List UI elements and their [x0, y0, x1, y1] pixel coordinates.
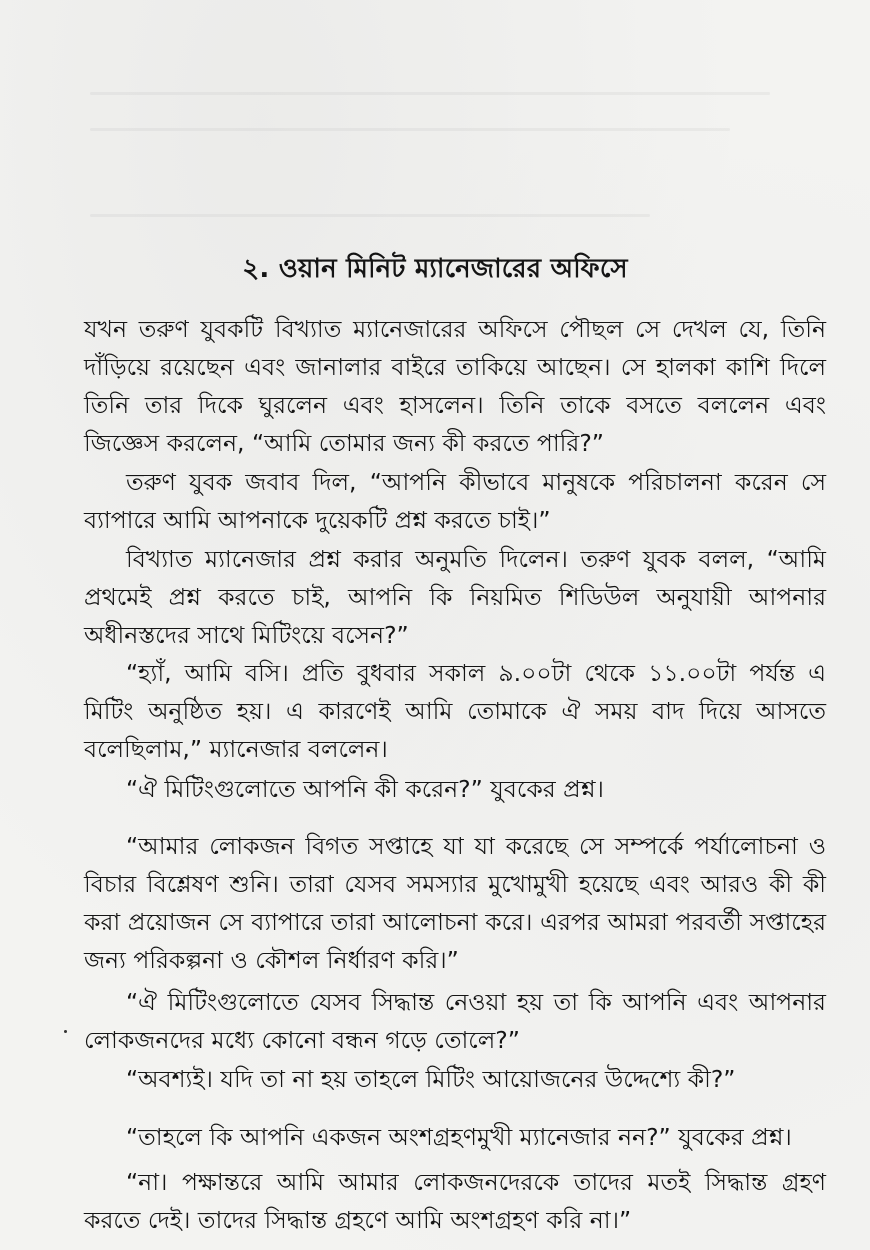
paragraph-3: বিখ্যাত ম্যানেজার প্রশ্ন করার অনুমতি দিলেন। তরুণ যুবক বলল, “আমি প্রথমেই প্রশ্ন করতে চাই, আপনি কি নিয়মিত শিডিউল অনুযায়ী আপনার অধীনস্তদের সাথে মিটিংয়ে বসেন?”	[84, 545, 826, 649]
show-through-text	[90, 214, 650, 217]
paragraph-7: “ঐ মিটিংগুলোতে যেসব সিদ্ধান্ত নেওয়া হয় তা কি আপনি এবং আপনার লোকজনদের মধ্যে কোনো বন্ধন গড়ে তোলে?”	[84, 988, 826, 1054]
chapter-title: ২. ওয়ান মিনিট ম্যানেজারের অফিসে	[242, 254, 628, 284]
paragraph-1: যখন তরুণ যুবকটি বিখ্যাত ম্যানেজারের অফিসে পৌছল সে দেখল যে, তিনি দাঁড়িয়ে রয়েছেন এবং জানালার বাইরে তাকিয়ে আছেন। সে হালকা কাশি দিলে তিনি তার দিকে ঘুরলেন এবং হাসলেন। তিনি তাকে বসতে বললেন এবং জিজ্ঞেস করলেন, “আমি তোমার জন্য কী করতে পারি?”	[84, 315, 826, 457]
paragraph-10: “না। পক্ষান্তরে আমি আমার লোকজনদেরকে তাদের মতই সিদ্ধান্ত গ্রহণ করতে দেই। তাদের সিদ্ধান্ত গ্রহণে আমি অংশগ্রহণ করি না।”	[84, 1168, 826, 1234]
paragraph-5: “ঐ মিটিংগুলোতে আপনি কী করেন?” যুবকের প্রশ্ন।	[126, 775, 604, 803]
paragraph-2: তরুণ যুবক জবাব দিল, “আপনি কীভাবে মানুষকে পরিচালনা করেন সে ব্যাপারে আমি আপনাকে দুয়েকটি প্রশ্ন করতে চাই।”	[84, 468, 826, 534]
paragraph-4: “হ্যাঁ, আমি বসি। প্রতি বুধবার সকাল ৯.০০টা থেকে ১১.০০টা পর্যন্ত এ মিটিং অনুষ্ঠিত হয়। এ কারণেই আমি তোমাকে ঐ সময় বাদ দিয়ে আসতে বলেছিলাম,” ম্যানেজার বললেন।	[84, 659, 826, 763]
show-through-text	[90, 92, 770, 95]
paragraph-6: “আমার লোকজন বিগত সপ্তাহে যা যা করেছে সে সম্পর্কে পর্যালোচনা ও বিচার বিশ্লেষণ শুনি। তারা যেসব সমস্যার মুখোমুখী হয়েছে এবং আরও কী কী করা প্রয়োজন সে ব্যাপারে তারা আলোচনা করে। এরপর আমরা পরবর্তী সপ্তাহের জন্য পরিকল্পনা ও কৌশল নির্ধারণ করি।”	[84, 832, 826, 974]
paragraph-9: “তাহলে কি আপনি একজন অংশগ্রহণমুখী ম্যানেজার নন?” যুবকের প্রশ্ন।	[126, 1123, 792, 1151]
margin-mark	[64, 1030, 67, 1033]
paragraph-8: “অবশ্যই। যদি তা না হয় তাহলে মিটিং আয়োজনের উদ্দেশ্যে কী?”	[126, 1065, 736, 1093]
show-through-text	[90, 128, 730, 131]
